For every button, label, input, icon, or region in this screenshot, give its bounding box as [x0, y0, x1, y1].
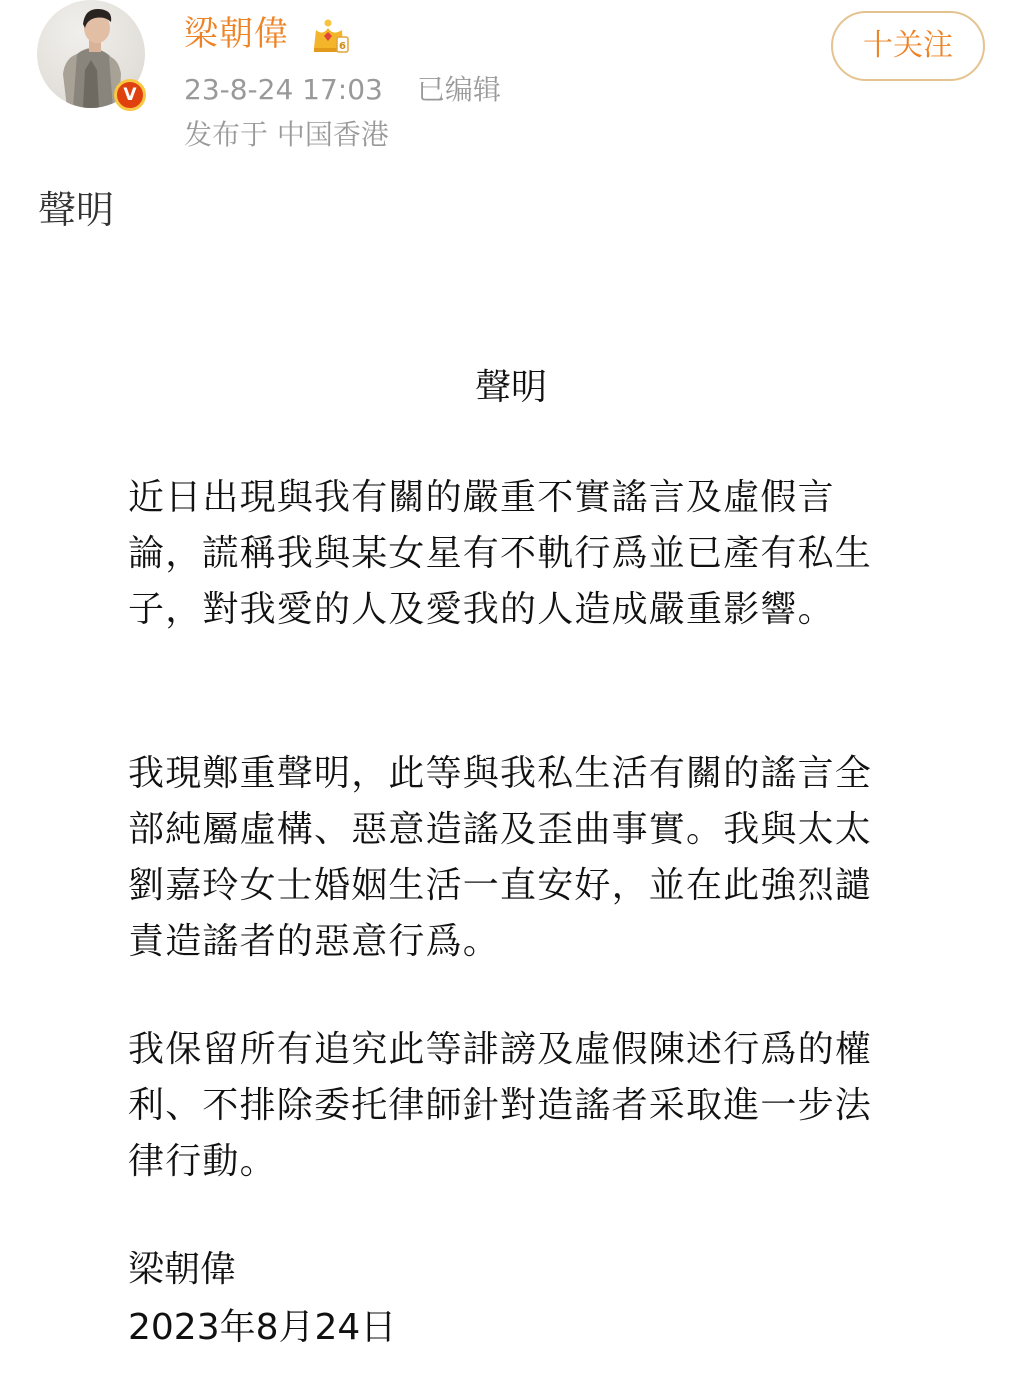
- post-text: 聲明: [38, 188, 115, 232]
- post-timestamp: 23-8-24 17:03: [184, 73, 383, 106]
- statement-paragraph-3: 我保留所有追究此等誹謗及虛假陳述行爲的權利、不排除委托律師針對造謠者采取進一步法律行動。: [128, 1029, 873, 1182]
- post-header: [0, 0, 1024, 160]
- user-name[interactable]: 梁朝偉: [184, 14, 289, 54]
- statement-signature: 梁朝偉: [128, 1249, 237, 1290]
- statement-date: 2023年8月24日: [128, 1307, 397, 1348]
- follow-button[interactable]: 十关注: [831, 11, 985, 81]
- statement-image[interactable]: [128, 360, 898, 1348]
- post-location: 发布于 中国香港: [184, 118, 389, 151]
- crown-level-icon[interactable]: [311, 18, 351, 54]
- post-meta: [184, 72, 501, 108]
- svg-text:6: 6: [339, 41, 346, 52]
- statement-title: 聲明: [474, 367, 547, 408]
- statement-paragraph-1: 近日出現與我有關的嚴重不實謠言及虛假言論，謊稱我與某女星有不軌行爲並已產有私生子，對我愛的人及愛我的人造成嚴重影響。: [128, 477, 873, 630]
- edited-label[interactable]: 已编辑: [416, 73, 501, 106]
- verified-badge-icon: V: [114, 79, 146, 111]
- statement-paragraph-2: 我現鄭重聲明，此等與我私生活有關的謠言全部純屬虛構、惡意造謠及歪曲事實。我與太太劉嘉玲女士婚姻生活一直安好，並在此強烈譴責造謠者的惡意行爲。: [128, 753, 873, 962]
